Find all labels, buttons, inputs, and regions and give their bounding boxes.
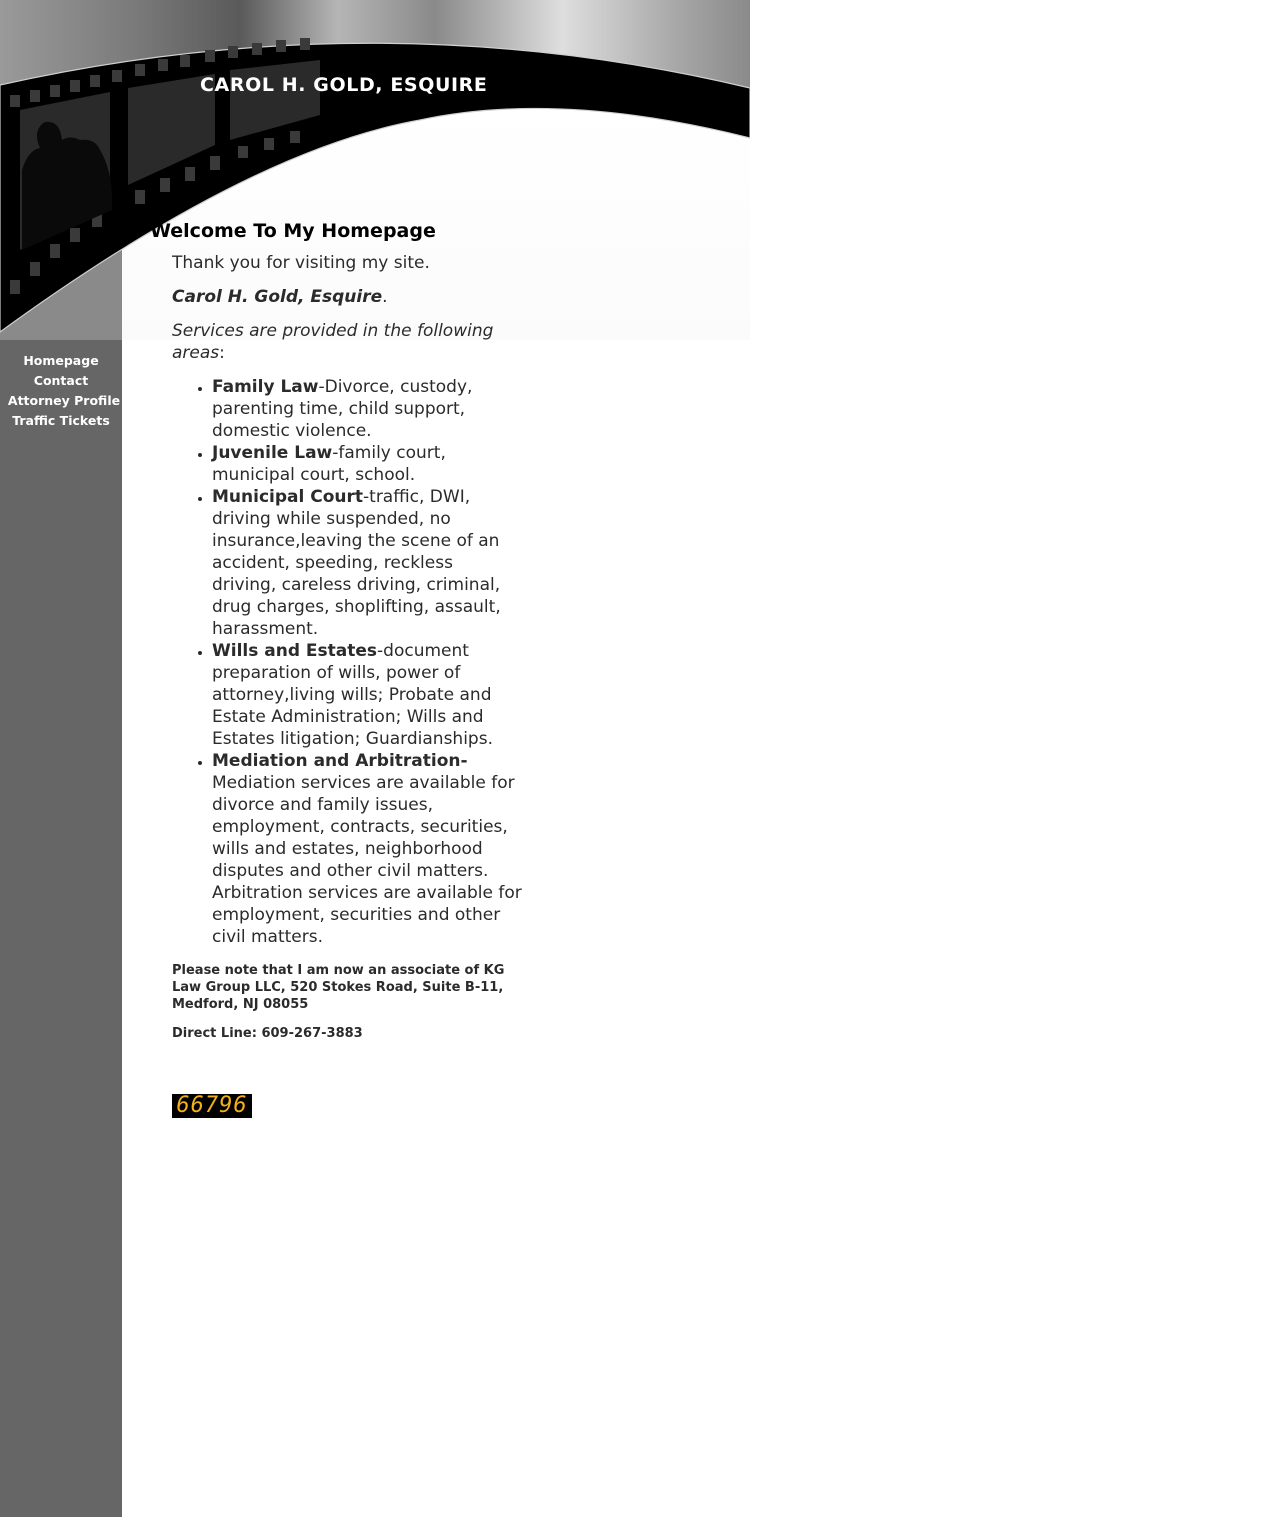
hit-counter: 66796 [172,1094,252,1118]
nav-link-traffic-tickets[interactable]: Traffic Tickets [12,413,110,428]
site-title: CAROL H. GOLD, ESQUIRE [200,74,488,96]
page-heading: Welcome To My Homepage [150,220,436,242]
nav-link-contact[interactable]: Contact [33,373,89,388]
service-title: Wills and Estates [212,641,378,661]
service-title: Family Law [212,377,319,397]
services-intro-suffix: : [219,343,225,363]
signature-suffix: . [382,287,388,307]
content-body [172,252,522,1042]
service-desc: -document preparation of wills, power of attorney,living wills; Probate and Estate Administration; Wills and Estates litigation; Guardianships. [212,641,493,749]
services-intro-text: Services are provided in the following areas [172,321,494,363]
direct-line: Direct Line: 609-267-3883 [172,1026,363,1041]
list-item [212,750,522,948]
nav-link-homepage[interactable]: Homepage [23,353,99,368]
service-title: Mediation and Arbitration- [212,751,468,771]
services-list [172,376,522,948]
service-desc: -Divorce, custody, parenting time, child support, domestic violence. [212,377,473,441]
service-desc: Mediation services are available for divorce and family issues, employment, contracts, securities, wills and estates, neighborhood disputes and other civil matters. Arbitration services are available for employment, securities and other civil matters. [212,773,522,947]
main-nav [0,351,122,431]
associate-note: Please note that I am now an associate of KG Law Group LLC, 520 Stokes Road, Suite B-11, Medford, NJ 08055 [172,963,505,1012]
service-desc: -traffic, DWI, driving while suspended, no insurance,leaving the scene of an accident, speeding, reckless driving, careless driving, criminal, drug charges, shoplifting, assault, harassment. [212,487,501,639]
signature-name: Carol H. Gold, Esquire [172,287,383,307]
intro-text: Thank you for visiting my site. [172,253,430,273]
signature-line [172,286,522,308]
list-item [212,442,522,486]
service-title: Municipal Court [212,487,364,507]
services-intro [172,320,522,364]
service-desc: -family court, municipal court, school. [212,443,446,485]
main-content [150,218,530,1042]
list-item [212,376,522,442]
nav-link-attorney-profile[interactable]: Attorney Profile [7,393,121,408]
service-title: Juvenile Law [212,443,333,463]
list-item [212,640,522,750]
list-item [212,486,522,640]
